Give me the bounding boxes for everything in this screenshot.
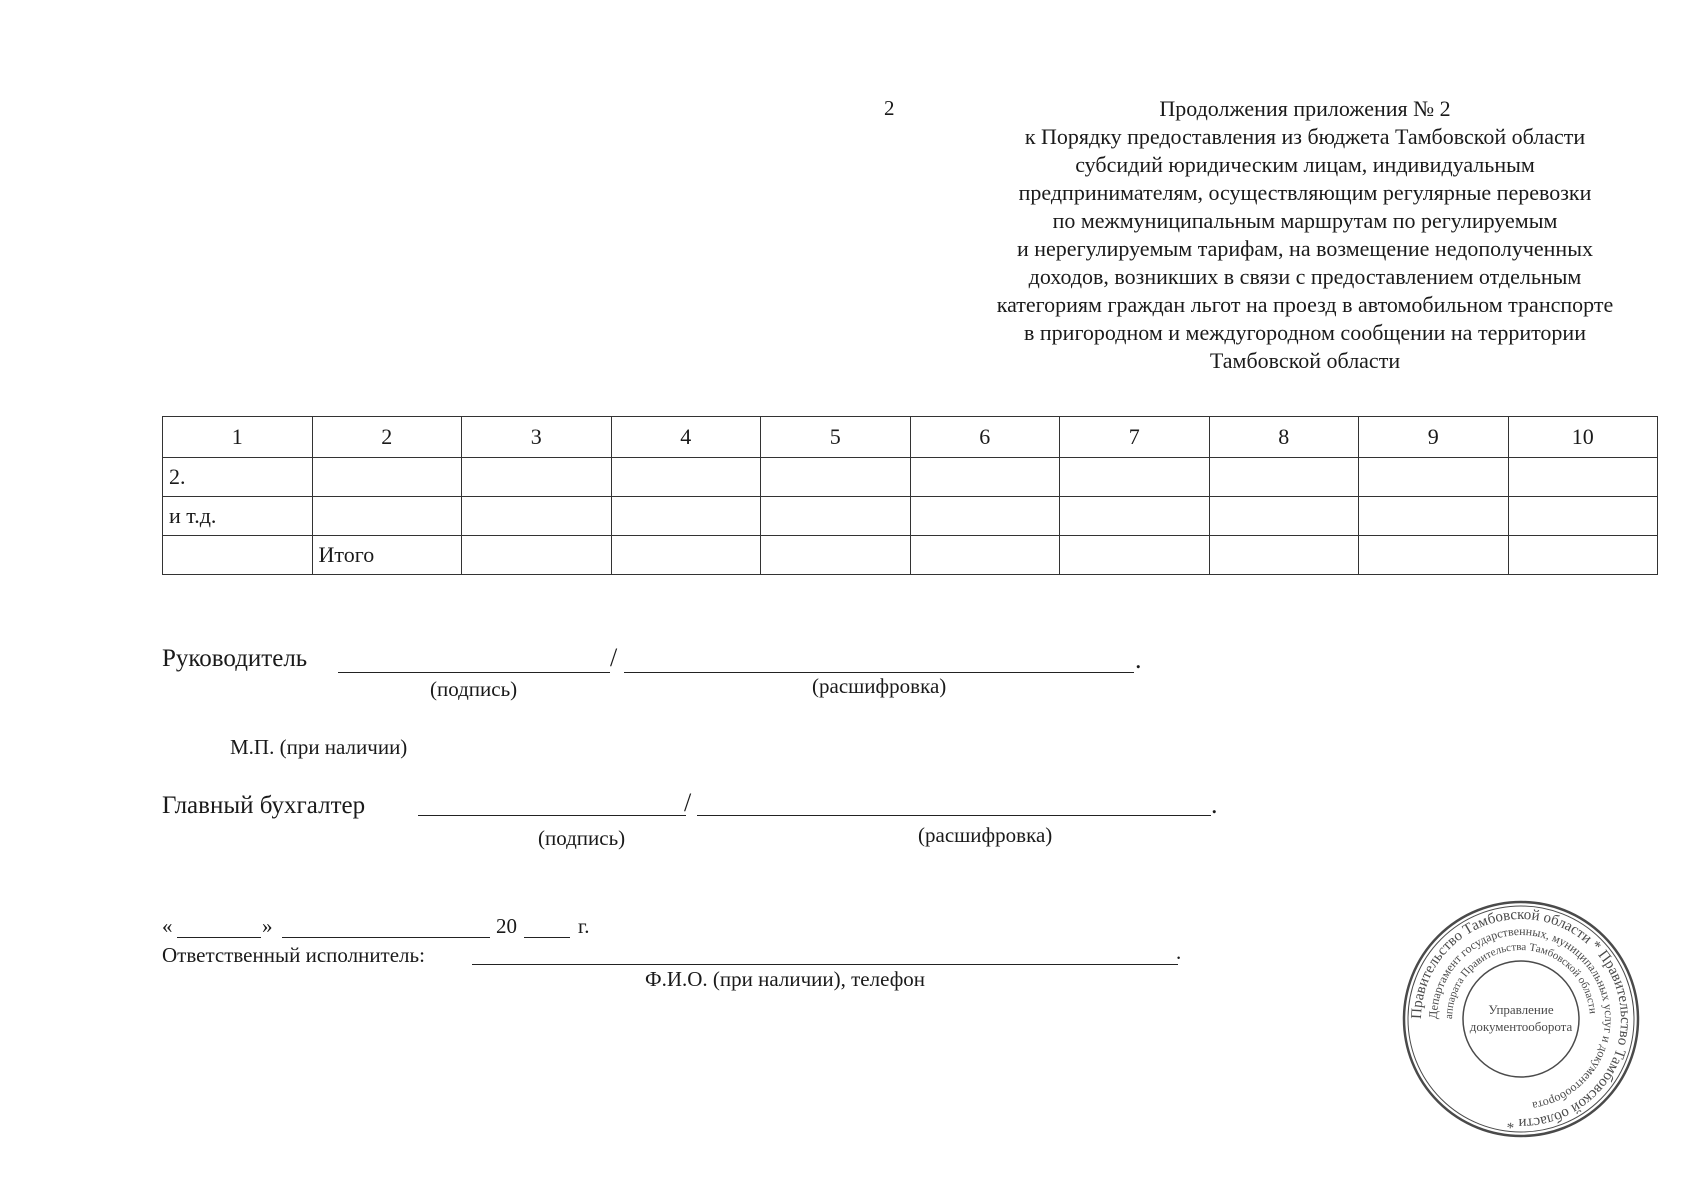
column-number: 6 (910, 417, 1060, 458)
stamp-center-line2: документооборота (1469, 1019, 1573, 1034)
head-decode-caption: (расшифровка) (812, 674, 947, 698)
accountant-period: . (1211, 790, 1218, 819)
executor-caption: Ф.И.О. (при наличии), телефон (645, 967, 926, 991)
table-cell (1209, 458, 1359, 497)
date-month-line (282, 937, 490, 938)
table-header-row (163, 417, 1658, 458)
total-label: Итого (312, 536, 462, 575)
date-close-quote: » (262, 914, 273, 938)
table-cell (910, 458, 1060, 497)
date-year-line (524, 937, 570, 938)
column-number: 8 (1209, 417, 1359, 458)
header-line: и нерегулируемым тарифам, на возмещение недополученных (1017, 236, 1593, 261)
table-cell (163, 536, 313, 575)
accountant-decode-caption: (расшифровка) (918, 823, 1053, 847)
column-number: 5 (761, 417, 911, 458)
table-cell: и т.д. (163, 497, 313, 536)
table-cell (1359, 458, 1509, 497)
table-cell (761, 536, 911, 575)
table-row (163, 497, 1658, 536)
table-cell (910, 536, 1060, 575)
table-total-row (163, 536, 1658, 575)
table-cell (1209, 497, 1359, 536)
table-cell (1060, 497, 1210, 536)
head-sign-caption: (подпись) (430, 677, 518, 701)
executor-period: . (1176, 940, 1182, 964)
table-cell (761, 497, 911, 536)
date-day-line (177, 937, 261, 938)
header-line: предпринимателям, осуществляющим регулярные перевозки (1018, 180, 1592, 205)
accountant-sign-line (418, 815, 686, 816)
table-cell (312, 458, 462, 497)
stamp-inner-text: аппарата Правительства Тамбовской области (1442, 940, 1599, 1020)
head-label: Руководитель (162, 645, 308, 672)
head-decode-line (624, 672, 1134, 673)
table-cell (1508, 536, 1658, 575)
stamp-center-line1: Управление (1488, 1002, 1554, 1017)
header-line: субсидий юридическим лицам, индивидуальным (1075, 152, 1535, 177)
head-period: . (1135, 645, 1142, 674)
header-line: в пригородном и междугородном сообщении на территории (1024, 320, 1586, 345)
table-cell (1209, 536, 1359, 575)
table-cell (1060, 536, 1210, 575)
header-line: к Порядку предоставления из бюджета Тамбовской области (1024, 124, 1586, 149)
table-cell (611, 458, 761, 497)
table-cell (611, 497, 761, 536)
head-sign-line (338, 672, 610, 673)
table-cell (761, 458, 911, 497)
table-cell: 2. (163, 458, 313, 497)
header-line: по межмуниципальным маршрутам по регулируемым (1052, 208, 1558, 233)
column-number: 2 (312, 417, 462, 458)
table-cell (462, 458, 612, 497)
accountant-sign-caption: (подпись) (538, 826, 626, 850)
page-number: 2 (884, 96, 895, 120)
column-number: 4 (611, 417, 761, 458)
date-open-quote: « (162, 914, 173, 938)
date-year-suffix: г. (578, 914, 590, 938)
accountant-label: Главный бухгалтер (162, 792, 366, 819)
date-year-prefix: 20 (496, 914, 517, 938)
stamp-outer-text: Правительство Тамбовской области * Правительство Тамбовской области * (1408, 906, 1634, 1132)
official-stamp (1400, 898, 1642, 1140)
table-cell (910, 497, 1060, 536)
table-cell (462, 536, 612, 575)
column-number: 1 (163, 417, 313, 458)
accountant-decode-line (697, 815, 1211, 816)
table-cell (611, 536, 761, 575)
column-number: 10 (1508, 417, 1658, 458)
header-line: Тамбовской области (1209, 348, 1401, 373)
appendix-header (950, 95, 1660, 375)
table-cell (312, 497, 462, 536)
header-line: категориям граждан льгот на проезд в автомобильном транспорте (996, 292, 1614, 317)
table-cell (1060, 458, 1210, 497)
table-cell (1359, 497, 1509, 536)
header-line: доходов, возникших в связи с предоставлением отдельным (1028, 264, 1582, 289)
table-row (163, 458, 1658, 497)
column-number: 9 (1359, 417, 1509, 458)
column-number: 7 (1060, 417, 1210, 458)
report-table (162, 416, 1658, 575)
column-number: 3 (462, 417, 612, 458)
table-cell (1508, 458, 1658, 497)
executor-line (472, 964, 1178, 965)
table-cell (462, 497, 612, 536)
stamp-middle-text: Департамент государственных, муниципальных услуг и документооборота (1425, 923, 1617, 1114)
executor-label: Ответственный исполнитель: (162, 943, 425, 967)
table-cell (1359, 536, 1509, 575)
accountant-slash: / (684, 788, 692, 817)
seal-note: М.П. (при наличии) (230, 735, 408, 759)
header-line: Продолжения приложения № 2 (1159, 96, 1451, 121)
table-cell (1508, 497, 1658, 536)
head-slash: / (610, 643, 618, 672)
